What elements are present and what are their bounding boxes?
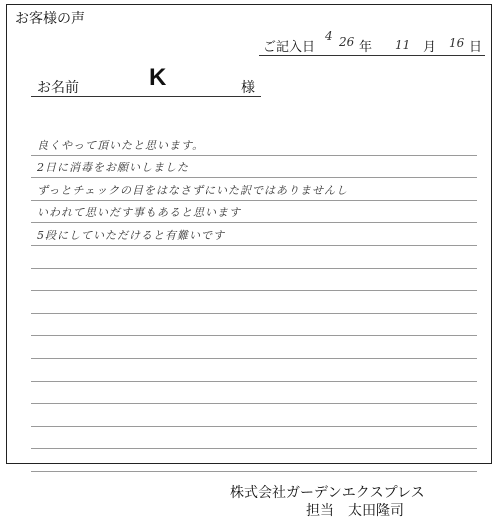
company-name: 株式会社ガーデンエクスプレス (230, 485, 425, 501)
date-month-value: 11 (395, 38, 411, 52)
comment-text: ずっとチェックの目をはなさずにいた訳ではありませんし (37, 183, 349, 197)
comment-text: 5段にしていただけると有難いです (37, 228, 225, 242)
date-row (259, 29, 485, 56)
comment-lines (31, 133, 477, 472)
comment-line (31, 223, 477, 246)
name-honorific: 様 (241, 80, 255, 96)
comment-line (31, 178, 477, 201)
comment-line (31, 427, 477, 450)
staff-name: 担当 太田隆司 (306, 503, 404, 519)
comment-line (31, 246, 477, 269)
footer (0, 478, 500, 518)
customer-name: K (149, 64, 167, 91)
date-day-value: 16 (449, 36, 465, 50)
comment-line (31, 201, 477, 224)
comment-line (31, 336, 477, 359)
comment-line (31, 269, 477, 292)
comment-line (31, 156, 477, 179)
date-prefix: ご記入日 (263, 40, 316, 55)
name-row (31, 64, 261, 97)
comment-text: 2日に消毒をお願いしました (37, 161, 189, 175)
card-title: お客様の声 (15, 11, 85, 27)
date-day-label: 日 (469, 40, 483, 55)
date-year-value-2: 26 (339, 35, 355, 49)
comment-text: 良くやって頂いたと思います。 (37, 138, 205, 152)
name-label: お名前 (37, 80, 79, 96)
comment-line (31, 291, 477, 314)
comment-line (31, 359, 477, 382)
date-year-value-1: 4 (325, 29, 333, 43)
date-year-label: 年 (359, 40, 373, 55)
comment-line (31, 449, 477, 472)
comment-line (31, 382, 477, 405)
comment-line (31, 314, 477, 337)
date-month-label: 月 (423, 40, 437, 55)
comment-line (31, 404, 477, 427)
comment-text: いわれて思いだす事もあると思います (37, 206, 241, 220)
comment-line (31, 133, 477, 156)
testimonial-card (6, 4, 492, 464)
